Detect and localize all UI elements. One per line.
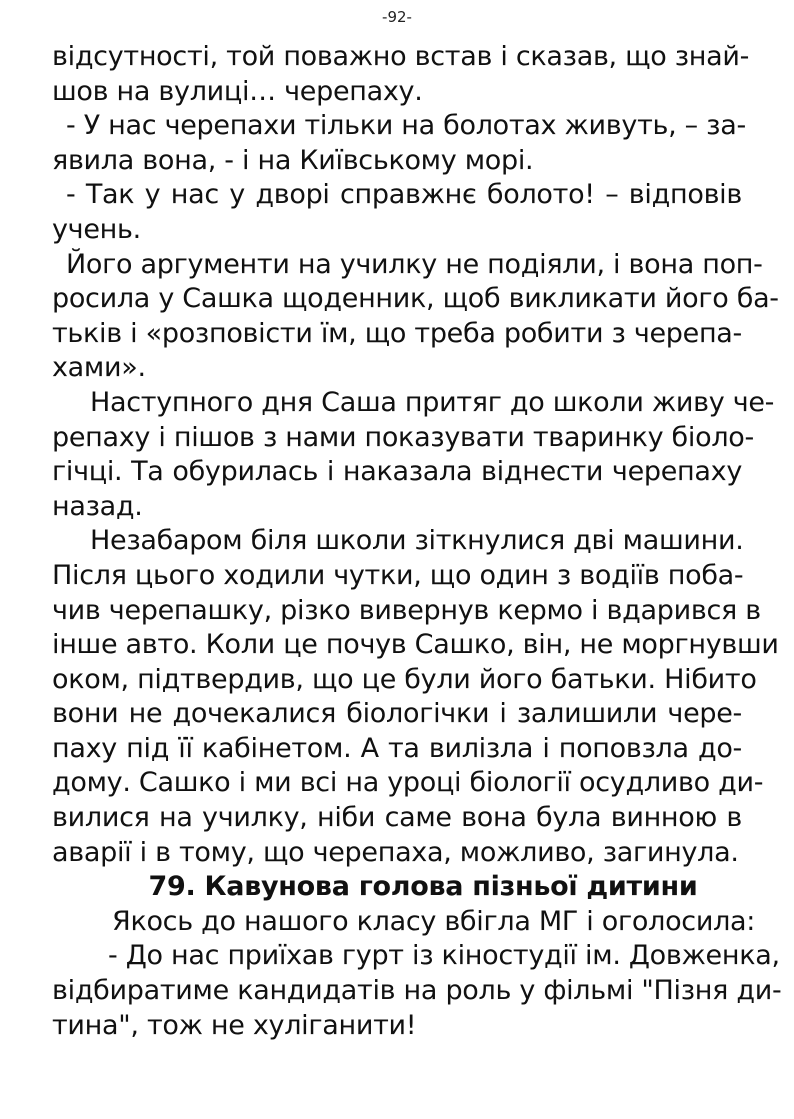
chapter-heading: 79. Кавунова голова пізньої дитини	[148, 871, 698, 903]
text-line: репаху і пішов з нами показувати тваринку біоло-	[52, 421, 754, 453]
story-text	[52, 40, 779, 870]
text-line: назад.	[52, 490, 143, 522]
text-line: аварії і в тому, що черепаха, можливо, загинула.	[52, 836, 739, 868]
text-line: Наступного дня Саша притяг до школи живу че-	[90, 386, 775, 418]
text-line: паху під її кабінетом. А та вилізла і поповзла до-	[52, 732, 742, 764]
text-line: явила вона, - і на Київському морі.	[52, 144, 534, 176]
page-number: -92-	[382, 8, 412, 26]
chapter-text	[52, 905, 782, 1043]
text-line: вони не дочекалися біологічки і залишили чере-	[52, 698, 742, 730]
text-line: дому. Сашко і ми всі на уроці біології осудливо ди-	[52, 767, 764, 799]
text-line: - Так у нас у дворі справжнє болото! – відповів	[66, 179, 742, 211]
text-line: хами».	[52, 352, 146, 384]
text-line: чив черепашку, різко вивернув кермо і вдарився в	[52, 594, 761, 626]
text-line: вилися на училку, ніби саме вона була винною в	[52, 802, 742, 834]
text-line: тина", тож не хуліганити!	[52, 1009, 417, 1041]
text-line: відбиратиме кандидатів на роль у фільмі "Пізня ди-	[52, 975, 782, 1007]
text-line: тьків і «розповісти їм, що треба робити з черепа-	[52, 317, 742, 349]
body-text	[52, 40, 782, 1043]
text-line: Після цього ходили чутки, що один з водіїв поба-	[52, 559, 744, 591]
text-line: інше авто. Коли це почув Сашко, він, не моргнувши	[52, 629, 779, 661]
text-line: росила у Сашка щоденник, щоб викликати його ба-	[52, 283, 779, 315]
text-line: - До нас приїхав гурт із кіностудії ім. Довженка,	[108, 940, 780, 972]
text-line: відсутності, той поважно встав і сказав, що знай-	[52, 41, 750, 72]
text-line: учень.	[52, 213, 141, 245]
text-line: Якось до нашого класу вбігла МГ і оголосила:	[112, 905, 756, 937]
text-line: гічці. Та обурилась і наказала віднести черепаху	[52, 456, 742, 488]
text-line: - У нас черепахи тільки на болотах живуть, – за-	[66, 110, 746, 142]
text-line: Його аргументи на училку не подіяли, і вона поп-	[66, 248, 763, 280]
text-line: шов на вулиці… черепаху.	[52, 75, 423, 107]
text-line: Незабаром біля школи зіткнулися дві машини.	[90, 525, 744, 557]
text-line: оком, підтвердив, що це були його батьки. Нібито	[52, 663, 757, 695]
